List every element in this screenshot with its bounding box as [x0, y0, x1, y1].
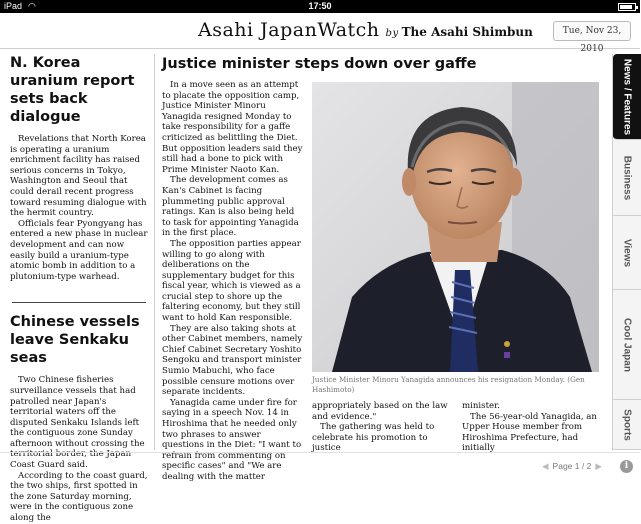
byline: by — [385, 28, 399, 39]
main-story-column-3 — [462, 401, 600, 454]
tab-news-features[interactable] — [613, 54, 641, 140]
footer-bar — [0, 452, 640, 480]
tab-label: Sports — [621, 408, 633, 441]
carrier-label: iPad — [4, 1, 23, 11]
story-paragraph: The gathering was held to celebrate his promotion to justice — [312, 422, 435, 454]
masthead — [0, 13, 640, 54]
story-senkaku[interactable] — [10, 313, 148, 523]
story-paragraph: minister. — [462, 401, 501, 411]
tab-label: Cool Japan — [621, 317, 633, 372]
chevron-left-icon[interactable]: ◀ — [542, 461, 549, 471]
app-logo — [198, 19, 533, 41]
story-paragraph: Officials fear Pyongyang has entered a new phase in nuclear development and can now easily build a uranium-type atomic bomb in addition to a plutonium-type warhead. — [10, 218, 148, 282]
status-bar — [0, 0, 640, 13]
story-headline[interactable]: Chinese vessels leave Senkaku seas — [10, 314, 140, 367]
app-title: Asahi JapanWatch — [198, 19, 380, 41]
story-paragraph: appropriately based on the law and evidence." — [312, 401, 448, 422]
story-paragraph: The 56-year-old Yanagida, an Upper House member from Hiroshima Prefecture, had initially — [462, 411, 597, 454]
column-divider — [154, 54, 155, 450]
tab-views[interactable] — [613, 216, 641, 290]
story-nkorea[interactable] — [10, 54, 148, 282]
section-tabs — [612, 54, 640, 450]
story-paragraph: According to the coast guard, the two ships, first spotted in the zone Saturday morning, were in the contiguous zone along the — [10, 470, 148, 524]
main-story-column-1 — [162, 80, 304, 482]
tab-label: Business — [621, 155, 633, 200]
story-paragraph: Revelations that North Korea is operating a uranium enrichment facility has raised serious concerns in Tokyo, Washington and Seoul that could derail recent progress toward resuming dialogue with the hermit country. — [10, 134, 147, 219]
tab-cool-japan[interactable] — [613, 290, 641, 400]
story-paragraph: The opposition parties appear willing to go along with deliberations on the supplementary budget for this fiscal year, which is viewed as a crucial step to shore up the faltering economy, but they still want to hold Kan responsible. — [162, 238, 301, 324]
photo-caption: Justice Minister Minoru Yanagida announces his resignation Monday. (Gen Hashimoto) — [312, 375, 585, 394]
news-photo[interactable] — [312, 82, 599, 372]
date-badge[interactable]: Tue, Nov 23, 2010 — [553, 21, 631, 41]
minister-photo — [312, 82, 599, 372]
info-icon[interactable]: i — [620, 460, 633, 473]
pager — [538, 461, 606, 472]
tab-label: Views — [621, 238, 633, 267]
story-paragraph: Two Chinese fisheries surveillance vessels that had patrolled near Japan's territorial waters off the disputed Senkaku Islands left the contiguous zone Sunday afternoon without crossing the territorial border, the Japan Coast Guard said. — [10, 375, 145, 471]
battery-icon — [618, 3, 636, 11]
story-divider — [12, 302, 146, 303]
story-paragraph: Yanagida came under fire for saying in a speech Nov. 14 in Hiroshima that he needed only two phrases to answer questions in the Diet: "I want to refrain from commenting on specific cases" and "We are dealing with the matter — [162, 397, 302, 482]
page-indicator: Page 1 / 2 — [552, 461, 592, 471]
status-time: 17:50 — [308, 1, 332, 11]
story-paragraph: In a move seen as an attempt to placate the opposition camp, Justice Minister Minoru Yanagida resigned Monday to take responsibility for a gaffe criticized as belittling the Diet. But opposition leaders said they still had a bone to pick with Prime Minister Naoto Kan. — [162, 80, 303, 175]
main-story-column-2 — [312, 401, 448, 454]
story-paragraph: They are also taking shots at other Cabinet members, namely Chief Cabinet Secretary Yoshito Sengoku and transport minister Sumio Mabuchi, who face possible censure motions over separate incidents. — [162, 323, 303, 398]
publisher-name: The Asahi Shimbun — [401, 25, 533, 39]
tab-sports[interactable] — [613, 400, 641, 450]
left-column — [10, 54, 148, 524]
story-headline[interactable]: N. Korea uranium report sets back dialogue — [10, 55, 135, 125]
wifi-icon: ◠ — [28, 1, 36, 11]
main-headline: Justice minister steps down over gaffe — [162, 56, 477, 72]
tab-label: News / Features — [621, 58, 633, 135]
story-paragraph: The development comes as Kan's Cabinet is facing plummeting public approval ratings. Kan is also being held to task for appointing Yanagida in the first place. — [162, 175, 299, 239]
chevron-right-icon[interactable]: ▶ — [595, 461, 602, 471]
tab-business[interactable] — [613, 140, 641, 216]
